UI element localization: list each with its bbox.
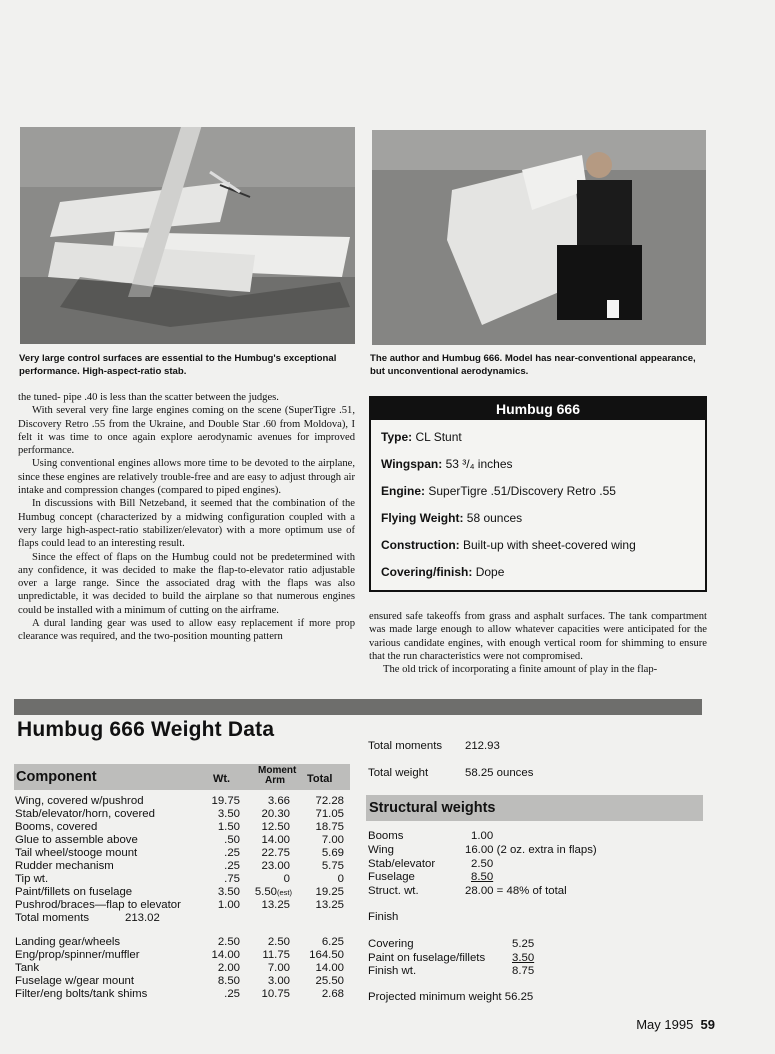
finish-heading: Finish <box>368 911 399 923</box>
page-number: 59 <box>700 1017 715 1032</box>
finish-row: Finish wt. 8.75 <box>368 965 535 977</box>
table-row: Paint/fillets on fuselage 3.50 5.50(est) 19.25 <box>15 886 344 898</box>
finish-row: Paint on fuselage/fillets 3.50 <box>368 952 535 964</box>
section-divider-bar <box>14 699 702 715</box>
header-wt: Wt. <box>213 773 231 785</box>
table-row: Filter/eng bolts/tank shims .25 10.75 2.68 <box>15 988 344 1000</box>
table-row: Rudder mechanism .25 23.00 5.75 <box>15 860 344 872</box>
table-row: Glue to assemble above .50 14.00 7.00 <box>15 834 344 846</box>
spec-wingspan: Wingspan: 53 ³/₄ inches <box>381 457 513 471</box>
spec-type: Type: CL Stunt <box>381 430 462 444</box>
table-row: Fuselage w/gear mount 8.50 3.00 25.50 <box>15 975 344 987</box>
group1-total-row: Total moments 213.02 <box>15 912 160 924</box>
right-photo-caption: The author and Humbug 666. Model has near-conventional appearance, but unconventional aerodynamics. <box>370 353 696 377</box>
weight-table-header <box>14 764 350 790</box>
finish-row: Covering 5.25 <box>368 938 535 950</box>
spec-flying-weight: Flying Weight: 58 ounces <box>381 511 523 525</box>
article-paragraph: Using conventional engines allows more time to be devoted to the airplane, since these engines are relatively trouble-free and are easy to adjust through air intake and compression changes (compared to piped engines). <box>18 458 355 497</box>
spec-box <box>369 396 707 592</box>
table-row: Tank 2.00 7.00 14.00 <box>15 962 344 974</box>
spec-box-title: Humbug 666 <box>371 398 705 420</box>
article-paragraph: ensured safe takeoffs from grass and asphalt surfaces. The tank compartment was made large enough to allow whatever capacities were anticipated for the various candidate engines, with enough vertical room for shimming to ensure that the run characteristics were not compromised. <box>369 611 707 662</box>
page-footer <box>636 1017 715 1032</box>
header-moment: Moment <box>258 765 297 776</box>
table-row: Booms, covered 1.50 12.50 18.75 <box>15 821 344 833</box>
left-photo-caption: Very large control surfaces are essential to the Humbug's exceptional performance. High-aspect-ratio stab. <box>19 353 337 377</box>
table-row: Eng/prop/spinner/muffler 14.00 11.75 164.50 <box>15 949 344 961</box>
header-arm: Arm <box>265 775 286 786</box>
spec-construction: Construction: Built-up with sheet-covered wing <box>381 538 636 552</box>
header-total: Total <box>307 773 333 785</box>
structural-row: Struct. wt. 28.00 = 48% of total <box>368 885 567 897</box>
photo-author-with-model <box>372 130 706 345</box>
weight-data-title: Humbug 666 Weight Data <box>17 718 275 741</box>
issue-date: May 1995 <box>636 1017 694 1032</box>
table-row: Landing gear/wheels 2.50 2.50 6.25 <box>15 936 344 948</box>
table-row: Wing, covered w/pushrod 19.75 3.66 72.28 <box>15 795 344 807</box>
article-paragraph: The old trick of incorporating a finite amount of play in the flap- <box>383 664 658 676</box>
article-paragraph: A dural landing gear was used to allow easy replacement if more prop clearance was required, and the two-position mounting pattern <box>18 618 355 643</box>
article-paragraph: Since the effect of flaps on the Humbug could not be predetermined with any confidence, it was decided to make the flap-to-elevator ratio adjustable over a large range. Since the associated drag with the flaps was also unpredictable, it was decided to build the airplane so that numerous engines could be installed with a minimum of cutting on the airframe. <box>18 551 355 616</box>
structural-weights-header: Structural weights <box>366 795 703 821</box>
article-paragraph: the tuned- pipe .40 is less than the scatter between the judges. <box>18 392 279 403</box>
table-row: Tip wt. .75 0 0 <box>15 873 344 885</box>
table-row: Pushrod/braces—flap to elevator 1.00 13.25 13.25 <box>15 899 344 911</box>
article-column-2 <box>369 610 707 676</box>
total-weight-row: Total weight 58.25 ounces <box>368 767 534 779</box>
spec-engine: Engine: SuperTigre .51/Discovery Retro .55 <box>381 484 616 498</box>
total-moments-row: Total moments 212.93 <box>368 740 500 752</box>
table-row: Stab/elevator/horn, covered 3.50 20.30 71.05 <box>15 808 344 820</box>
structural-row: Stab/elevator 2.50 <box>368 858 494 870</box>
photo-airplane-on-ground <box>20 127 355 344</box>
structural-row: Fuselage 8.50 <box>368 871 494 883</box>
header-component: Component <box>16 769 97 785</box>
projected-weight-row: Projected minimum weight 56.25 <box>368 991 534 1003</box>
article-paragraph: In discussions with Bill Netzeband, it seemed that the combination of the Humbug concept (characterized by a midwing configuration coupled with a very large high-aspect-ratio stabilizer/elevator) with a more optimum use of flaps could lead to an interesting result. <box>18 498 355 550</box>
table-row: Tail wheel/stooge mount .25 22.75 5.69 <box>15 847 344 859</box>
structural-row: Booms 1.00 <box>368 830 494 842</box>
article-paragraph: With several very fine large engines coming on the scene (SuperTigre .51, Discovery Retro .55 from the Ukraine, and Double Star .60 from Moldova), I felt it was time to once again explore aerodynamic avenues for improved performance. <box>18 405 355 457</box>
structural-row: Wing 16.00 (2 oz. extra in flaps) <box>368 844 597 856</box>
spec-covering: Covering/finish: Dope <box>381 565 505 579</box>
article-column-1 <box>18 391 355 644</box>
